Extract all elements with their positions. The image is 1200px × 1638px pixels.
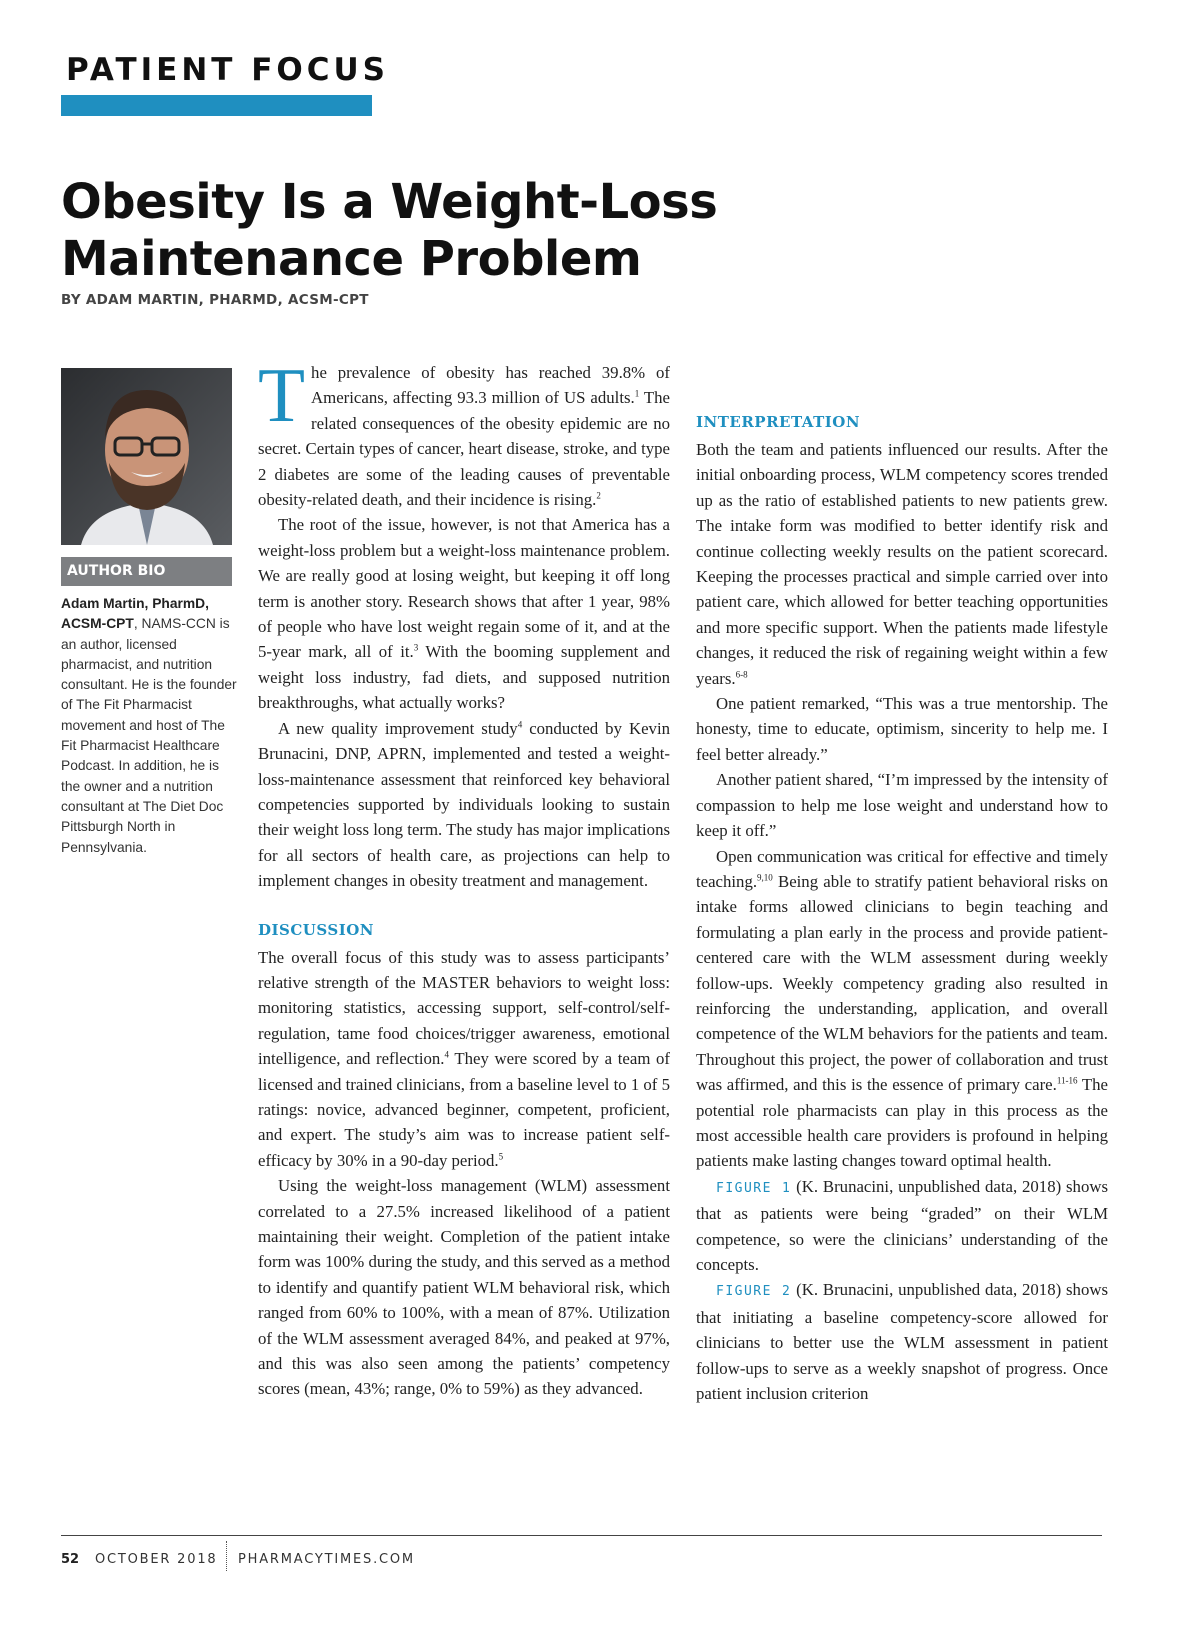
body-text: Being able to stratify patient behavioral risks on intake forms allowed clinicians to begin teaching and formulating a plan early in the process and provide patient-centered care with the WLM assessment during weekly follow-ups. Weekly competency grading also resulted in reinforcing the understanding, application, and overall competence of the WLM behaviors for the patients and team. Throughout this project, the power of collaboration and trust was affirmed, and this is the essence of primary care. [696, 871, 1108, 1095]
reference-superscript: 4 [517, 719, 523, 730]
reference-superscript: 5 [498, 1151, 504, 1162]
body-text: (K. Brunacini, unpublished data, 2018) shows that as patients were being “graded” on their WLM competence, so were the clinicians’ understanding of the concepts. [696, 1176, 1108, 1274]
reference-superscript: 6-8 [735, 669, 748, 680]
author-bio-heading: AUTHOR BIO [61, 557, 232, 586]
body-text: Open communication was critical for effective and timely teaching. [696, 846, 1108, 891]
author-bio-body: , NAMS-CCN is an author, licensed pharmacist, and nutrition consultant. He is the founder of The Fit Pharmacist movement and host of The Fit Pharmacist Healthcare Podcast. In addition, he is the owner and a nutrition consultant at The Diet Doc Pittsburgh North in Pennsylvania. [61, 616, 237, 855]
body-paragraph [696, 844, 1108, 1174]
reference-superscript: 4 [444, 1049, 450, 1060]
body-paragraph: One patient remarked, “This was a true mentorship. The honesty, time to educate, optimism, sincerity to help me. I feel better already.” [696, 694, 1108, 764]
body-text: The root of the issue, however, is not that America has a weight-loss problem but a weight-loss maintenance problem. We are really good at losing weight, but keeping it off long term is another story. Research shows that after 1 year, 98% of people who have lost weight regain some of it, and at the 5-year mark, all of it. [258, 515, 670, 662]
body-paragraph [696, 437, 1108, 691]
reference-superscript: 1 [634, 388, 640, 399]
body-paragraph: Using the weight-loss management (WLM) assessment correlated to a 27.5% increased likelihood of a patient maintaining their weight. Completion of the patient intake form was 100% during the study, and this served as a method to identify and quantify patient WLM behavioral risk, which ranged from 60% to 100%, with a mean of 87%. Utilization of the WLM assessment averaged 84%, and peaked at 97%, and this was also seen among the patients’ competency scores (mean, 43%; range, 0% to 59%) as they advanced. [258, 1176, 670, 1399]
body-text: (K. Brunacini, unpublished data, 2018) shows that initiating a baseline competency-score allowed for clinicians to better use the WLM assessment in patient follow-ups to serve as a weekly snapshot of progress. Once patient inclusion criterion [696, 1280, 1108, 1404]
author-portrait-image [61, 368, 232, 545]
drop-cap: T [258, 352, 306, 438]
body-paragraph [258, 512, 670, 715]
body-text: The overall focus of this study was to assess participants’ relative strength of the MASTER behaviors to weight loss: monitoring statistics, accessing support, self-control/self-regulation, tame food choices/trigger awareness, emotional intelligence, and reflection. [258, 947, 670, 1069]
reference-superscript: 9,10 [757, 872, 773, 883]
body-text: They were scored by a team of licensed and trained clinicians, from a baseline level to 1 of 5 ratings: novice, advanced beginner, competent, proficient, and expert. The study’s aim was to increase patient self-efficacy by 30% in a 90-day period. [258, 1049, 671, 1170]
footer-divider [226, 1541, 227, 1571]
body-paragraph [258, 945, 670, 1174]
author-photo [61, 368, 232, 545]
body-text: Both the team and patients influenced our results. After the initial onboarding process, WLM competency scores trended up as the ratio of established patients to new patients grew. The intake form was modified to better identify risk and continue collecting weekly results on the patient scorecard. Keeping the processes practical and simple carried over into patient care, which allowed for better teaching opportunities and more specific support. When the patients made lifestyle changes, it reduced the risk of regaining weight within a few years. [696, 440, 1108, 688]
article-column-1 [258, 352, 671, 1402]
author-bio-text [61, 594, 239, 858]
issue-date: OCTOBER 2018 [95, 1552, 218, 1567]
article-headline: Obesity Is a Weight-Loss Maintenance Problem [61, 174, 718, 287]
publication-site: PHARMACYTIMES.COM [238, 1552, 415, 1567]
body-paragraph [696, 1277, 1108, 1406]
subhead-interpretation: INTERPRETATION [696, 413, 861, 431]
figure-1-reference: FIGURE 1 [716, 1180, 792, 1196]
body-paragraph [258, 716, 670, 894]
body-text: A new quality improvement study [278, 718, 518, 738]
page-number: 52 [61, 1552, 80, 1567]
body-text: he prevalence of obesity has reached 39.8% of Americans, affecting 93.3 million of US adults. [311, 363, 670, 408]
body-paragraph [258, 352, 670, 512]
figure-2-reference: FIGURE 2 [716, 1284, 792, 1300]
section-label: PATIENT FOCUS [66, 52, 389, 88]
body-paragraph [696, 1174, 1108, 1278]
subhead-discussion: DISCUSSION [258, 920, 375, 939]
reference-superscript: 11-16 [1056, 1075, 1078, 1086]
body-text: The related consequences of the obesity epidemic are no secret. Certain types of cancer, heart disease, stroke, and type 2 diabetes are some of the leading causes of preventable obesity-related death, and their incidence is rising. [258, 388, 670, 510]
body-paragraph: Another patient shared, “I’m impressed by the intensity of compassion to help me lose weight and understand how to keep it off.” [696, 770, 1108, 841]
section-accent-bar [61, 95, 372, 116]
byline: BY ADAM MARTIN, PHARMD, ACSM-CPT [61, 292, 369, 308]
body-text: With the booming supplement and weight loss industry, fad diets, and supposed nutrition breakthroughs, what actually works? [258, 642, 670, 713]
author-bio-name: Adam Martin, PharmD, ACSM-CPT [61, 596, 209, 632]
reference-superscript: 3 [413, 642, 419, 653]
body-text: conducted by Kevin Brunacini, DNP, APRN, implemented and tested a weight-loss-maintenance assessment that reinforced key behavioral competencies supported by individuals looking to sustain their weight loss long term. The study has major implications for all sectors of health care, as projections can help to implement changes in obesity treatment and management. [258, 718, 670, 891]
article-column-2 [696, 336, 1108, 1406]
footer-rule [61, 1535, 1102, 1536]
reference-superscript: 2 [596, 490, 601, 501]
body-text: The potential role pharmacists can play in this process as the most accessible health care providers is profound in helping patients make lasting changes toward optimal health. [696, 1075, 1108, 1171]
